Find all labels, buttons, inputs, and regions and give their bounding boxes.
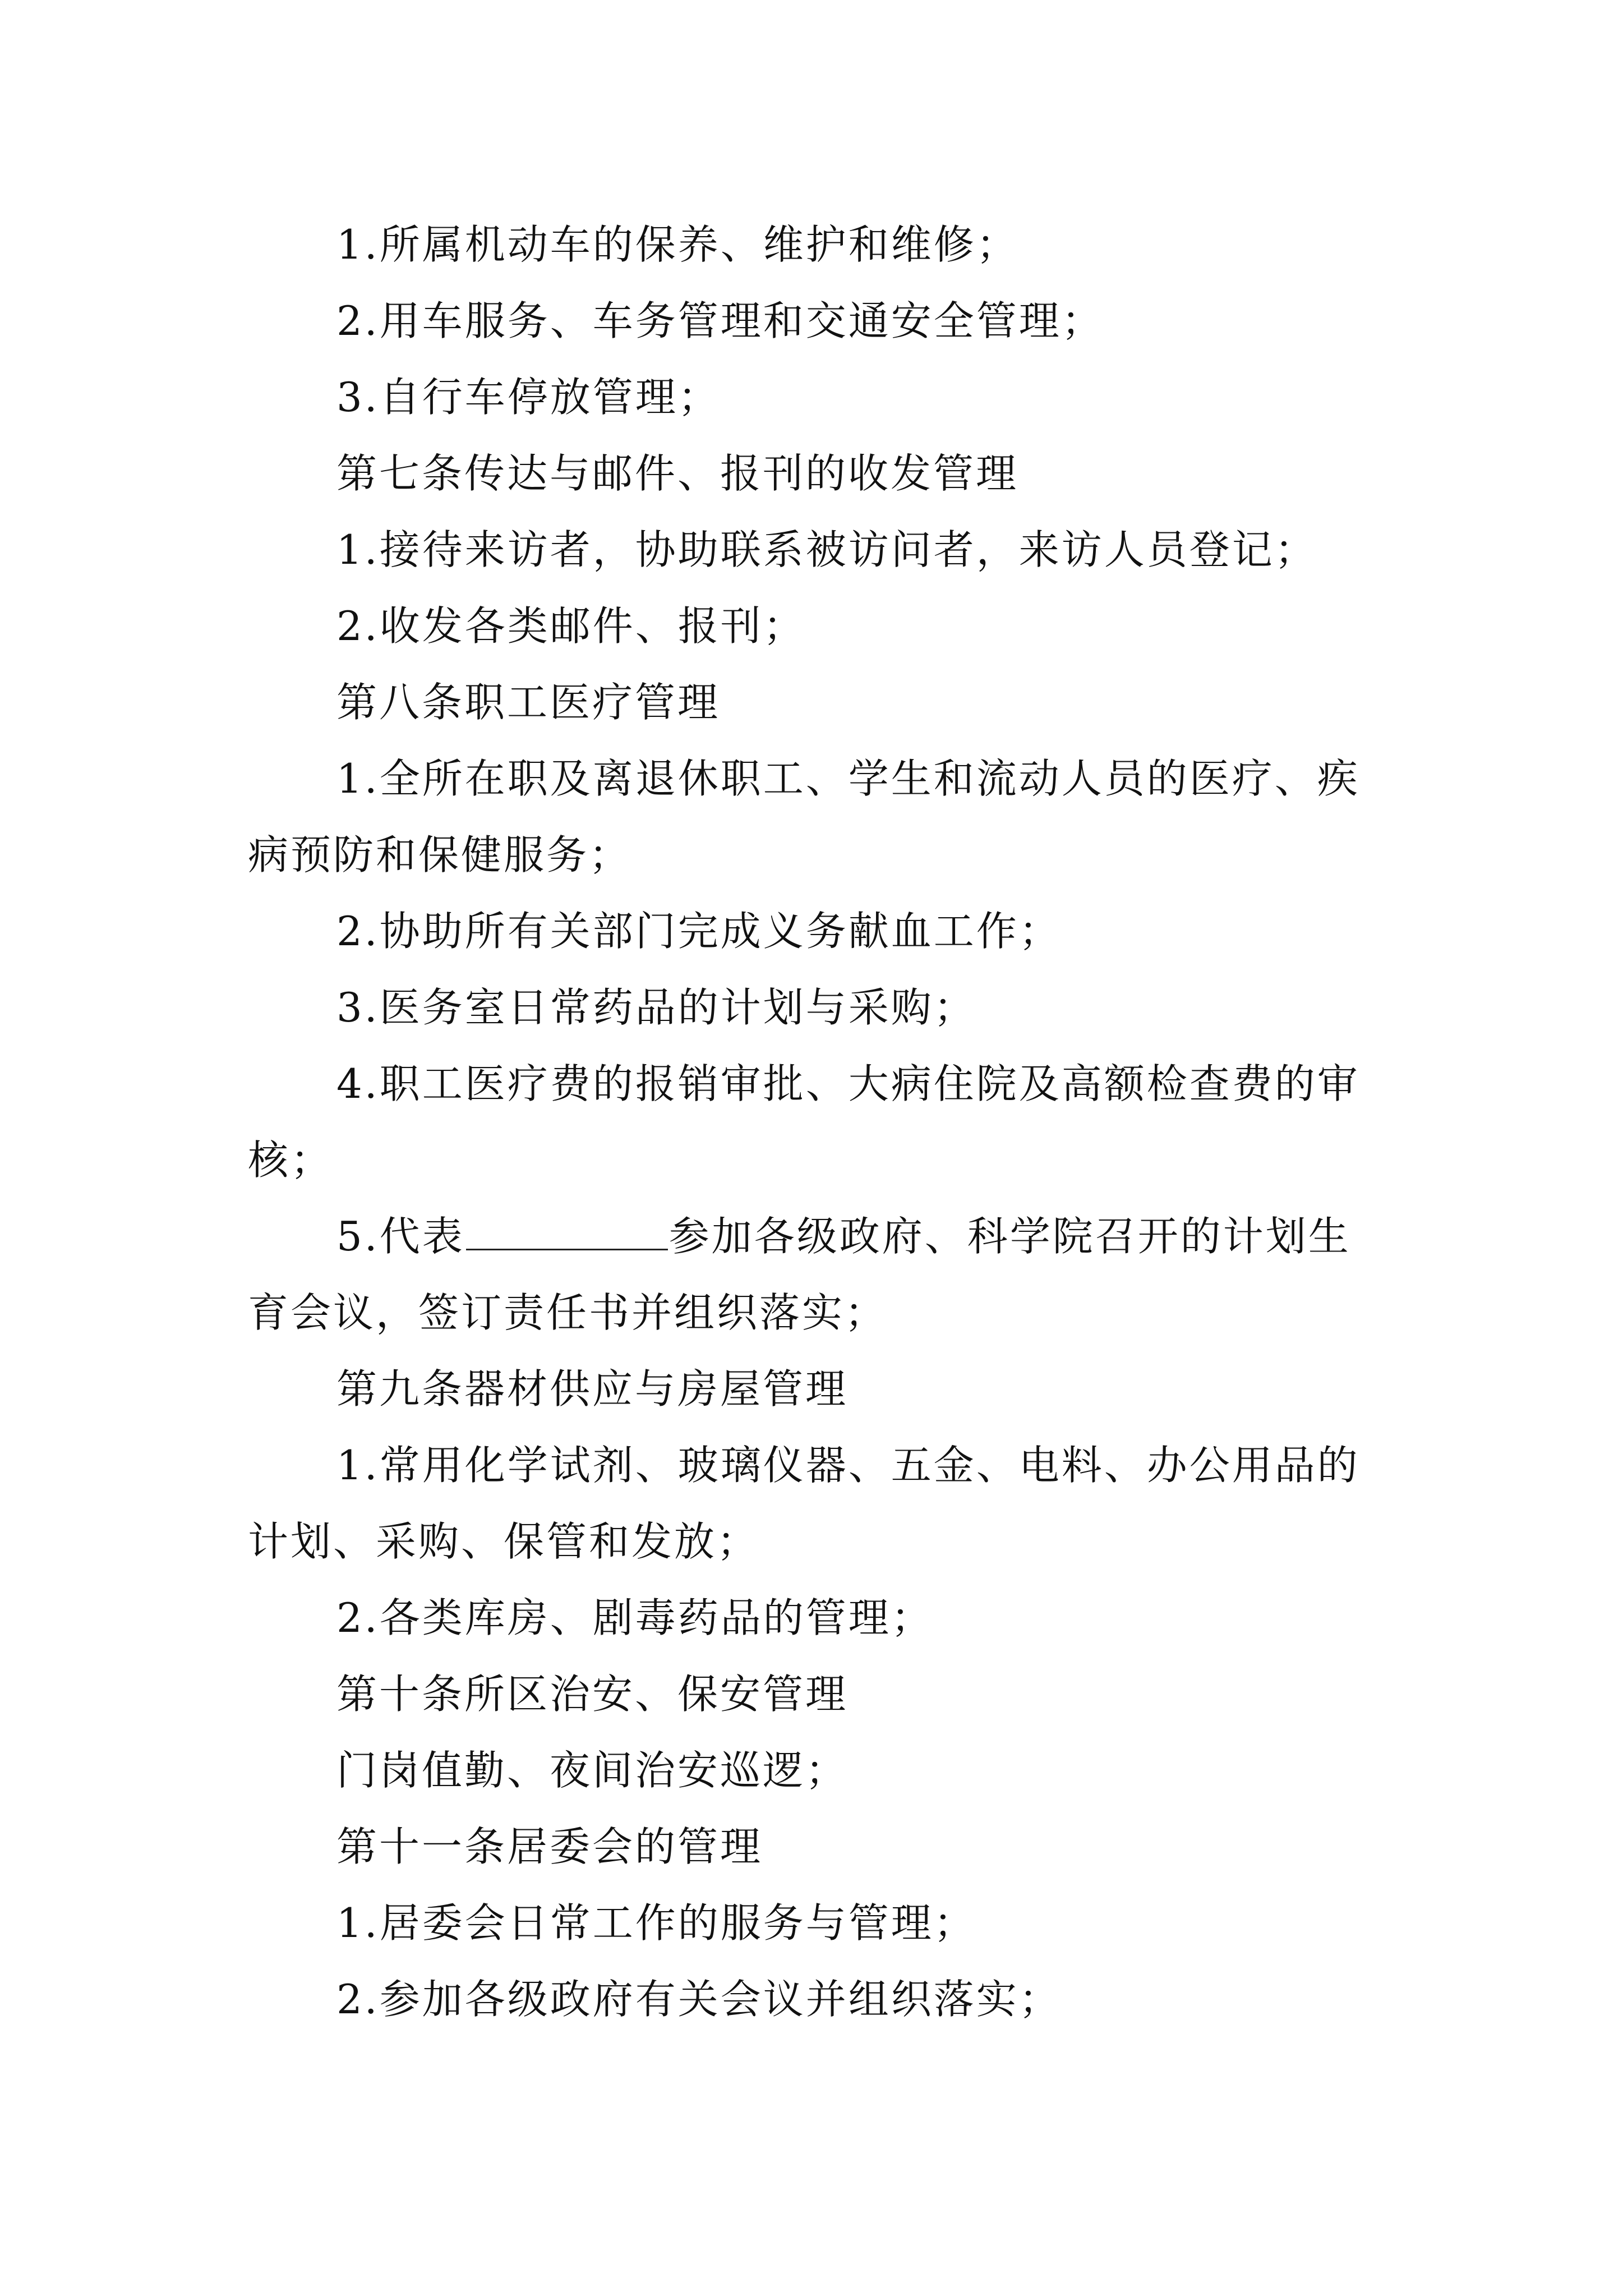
section-heading: 第十条所区治安、保安管理 — [336, 1671, 849, 1718]
paragraph: 2.协助所有关部门完成义务献血工作； — [336, 908, 1062, 955]
paragraph: 1.所属机动车的保养、维护和维修； — [336, 221, 1019, 268]
paragraph: 门岗值勤、夜间治安巡逻； — [336, 1747, 849, 1794]
paragraph-suffix: 参加各级政府、科学院召开的计划生育会议，签订责任书并组织落实； — [248, 1213, 1351, 1336]
paragraph: 4.职工医疗费的报销审批、大病住院及高额检查费的审核； — [248, 1060, 1360, 1184]
section-heading: 第九条器材供应与房屋管理 — [336, 1365, 849, 1412]
paragraph: 2.参加各级政府有关会议并组织落实； — [336, 1976, 1062, 2023]
paragraph: 3.自行车停放管理； — [336, 374, 721, 421]
paragraph: 3.医务室日常药品的计划与采购； — [336, 984, 976, 1031]
paragraph: 1.居委会日常工作的服务与管理； — [336, 1899, 976, 1947]
paragraph: 2.收发各类邮件、报刊； — [336, 602, 806, 650]
paragraph: 1.常用化学试剂、玻璃仪器、五金、电料、办公用品的计划、采购、保管和发放； — [248, 1442, 1360, 1565]
paragraph: 2.用车服务、车务管理和交通安全管理； — [336, 297, 1104, 344]
document-body — [248, 206, 1386, 2037]
section-heading: 第八条职工医疗管理 — [336, 679, 721, 726]
fill-in-blank — [466, 1215, 668, 1250]
paragraph: 1.全所在职及离退休职工、学生和流动人员的医疗、疾病预防和保健服务； — [248, 755, 1360, 878]
paragraph: 1.接待来访者，协助联系被访问者，来访人员登记； — [336, 526, 1317, 573]
paragraph-prefix: 5.代表 — [336, 1213, 465, 1260]
section-heading: 第十一条居委会的管理 — [336, 1823, 763, 1870]
paragraph-with-blank — [248, 1198, 1386, 1351]
paragraph: 2.各类库房、剧毒药品的管理； — [336, 1594, 934, 1641]
section-heading: 第七条传达与邮件、报刊的收发管理 — [336, 450, 1019, 497]
